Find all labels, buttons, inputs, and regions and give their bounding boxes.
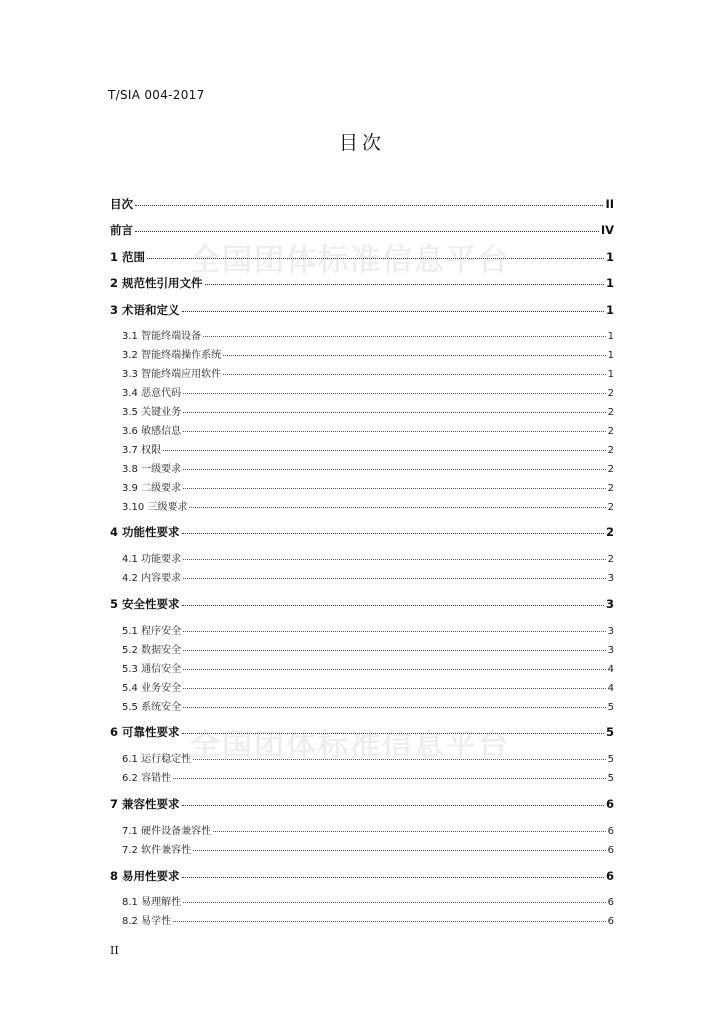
toc-leader-dots (182, 795, 604, 806)
toc-entry-page: 1 (607, 350, 614, 361)
toc-entry-label: 1 范围 (110, 250, 146, 264)
toc-leader-dots (189, 497, 605, 508)
toc-entry-label: 3.10 三级要求 (122, 502, 188, 513)
toc-entry-label: 7 兼容性要求 (110, 797, 180, 811)
toc-entry-page: 2 (607, 445, 614, 456)
toc-entry-label: 5.1 程序安全 (122, 626, 182, 637)
toc-entry-subsection[interactable] (122, 385, 614, 401)
toc-entry-subsection[interactable] (122, 699, 614, 715)
toc-entry-page: 5 (607, 754, 614, 765)
toc-entry-subsection[interactable] (122, 823, 614, 839)
toc-leader-dots (182, 523, 604, 534)
toc-entry-page: 3 (607, 645, 614, 656)
document-code: T/SIA 004-2017 (108, 88, 205, 102)
toc-entry-section[interactable] (110, 197, 614, 211)
toc-entry-label: 8.2 易学性 (122, 916, 172, 927)
toc-entry-section[interactable] (110, 597, 614, 611)
toc-entry-subsection[interactable] (122, 623, 614, 639)
toc-entry-page: 6 (607, 845, 614, 856)
toc-entry-page: 4 (607, 664, 614, 675)
toc-entry-page: 2 (607, 483, 614, 494)
toc-entry-subsection[interactable] (122, 551, 614, 567)
toc-entry-page: 2 (607, 426, 614, 437)
toc-entry-page: 2 (607, 554, 614, 565)
toc-entry-page: 5 (605, 725, 614, 739)
toc-entry-label: 4.2 内容要求 (122, 573, 182, 584)
toc-entry-subsection[interactable] (122, 423, 614, 439)
toc-leader-dots (183, 421, 606, 432)
toc-leader-dots (183, 402, 606, 413)
toc-entry-subsection[interactable] (122, 480, 614, 496)
toc-entry-page: 6 (605, 797, 614, 811)
toc-leader-dots (182, 723, 604, 734)
toc-entry-subsection[interactable] (122, 680, 614, 696)
toc-entry-label: 6.1 运行稳定性 (122, 754, 192, 765)
toc-entry-section[interactable] (110, 725, 614, 739)
toc-leader-dots (183, 549, 606, 560)
toc-entry-page: 4 (607, 683, 614, 694)
toc-leader-dots (173, 768, 606, 779)
toc-leader-dots (163, 440, 606, 451)
toc-entry-page: 3 (607, 626, 614, 637)
toc-entry-section[interactable] (110, 797, 614, 811)
toc-entry-section[interactable] (110, 250, 614, 264)
toc-entry-page: 1 (605, 250, 614, 264)
toc-entry-page: 2 (607, 388, 614, 399)
toc-leader-dots (183, 621, 606, 632)
toc-entry-section[interactable] (110, 276, 614, 290)
toc-entry-subsection[interactable] (122, 347, 614, 363)
toc-leader-dots (223, 345, 606, 356)
toc-entry-subsection[interactable] (122, 366, 614, 382)
toc-entry-subsection[interactable] (122, 913, 614, 929)
toc-entry-page: 3 (607, 573, 614, 584)
toc-entry-label: 3.3 智能终端应用软件 (122, 369, 222, 380)
toc-entry-label: 3.2 智能终端操作系统 (122, 350, 222, 361)
toc-entry-label: 目次 (110, 197, 133, 211)
toc-entry-section[interactable] (110, 869, 614, 883)
toc-entry-page: 1 (605, 303, 614, 317)
toc-entry-label: 3.5 关键业务 (122, 407, 182, 418)
toc-entry-label: 5.2 数据安全 (122, 645, 182, 656)
toc-entry-page: 5 (607, 702, 614, 713)
toc-entry-label: 8.1 易理解性 (122, 897, 182, 908)
toc-entry-page: 1 (607, 369, 614, 380)
toc-entry-label: 3.8 一级要求 (122, 464, 182, 475)
toc-leader-dots (193, 840, 606, 851)
watermark: 全国团体标准信息平台 (190, 728, 510, 763)
toc-entry-subsection[interactable] (122, 328, 614, 344)
toc-entry-subsection[interactable] (122, 894, 614, 910)
toc-entry-subsection[interactable] (122, 751, 614, 767)
toc-leader-dots (135, 195, 603, 206)
toc-entry-subsection[interactable] (122, 461, 614, 477)
toc-entry-label: 3.1 智能终端设备 (122, 331, 202, 342)
toc-entry-label: 3.4 恶意代码 (122, 388, 182, 399)
toc-entry-label: 3.6 敏感信息 (122, 426, 182, 437)
toc-leader-dots (135, 221, 599, 232)
toc-entry-page: 1 (605, 276, 614, 290)
toc-leader-dots (183, 459, 606, 470)
toc-leader-dots (183, 478, 606, 489)
toc-leader-dots (183, 678, 606, 689)
toc-entry-page: 1 (607, 331, 614, 342)
toc-entry-label: 5.5 系统安全 (122, 702, 182, 713)
toc-leader-dots (147, 248, 604, 259)
toc-entry-label: 前言 (110, 223, 133, 237)
toc-entry-label: 4.1 功能要求 (122, 554, 182, 565)
toc-entry-label: 6 可靠性要求 (110, 725, 180, 739)
toc-entry-section[interactable] (110, 223, 614, 237)
toc-entry-page: 6 (607, 916, 614, 927)
toc-entry-subsection[interactable] (122, 442, 614, 458)
toc-entry-label: 6.2 容错性 (122, 773, 172, 784)
toc-entry-label: 3 术语和定义 (110, 303, 180, 317)
toc-entry-subsection[interactable] (122, 642, 614, 658)
toc-entry-page: 6 (605, 869, 614, 883)
toc-entry-section[interactable] (110, 525, 614, 539)
toc-leader-dots (193, 749, 606, 760)
toc-entry-page: IV (600, 223, 614, 237)
toc-leader-dots (205, 274, 604, 285)
toc-entry-section[interactable] (110, 303, 614, 317)
toc-entry-page: 6 (607, 897, 614, 908)
toc-leader-dots (183, 659, 606, 670)
toc-entry-page: 5 (607, 773, 614, 784)
toc-entry-subsection[interactable] (122, 499, 614, 515)
toc-entry-label: 8 易用性要求 (110, 869, 180, 883)
toc-leader-dots (203, 326, 606, 337)
toc-leader-dots (223, 364, 606, 375)
toc-entry-page: II (605, 197, 614, 211)
toc-entry-label: 5 安全性要求 (110, 597, 180, 611)
toc-entry-label: 3.7 权限 (122, 445, 162, 456)
toc-entry-label: 7.2 软件兼容性 (122, 845, 192, 856)
toc-entry-page: 6 (607, 826, 614, 837)
toc-entry-subsection[interactable] (122, 661, 614, 677)
toc-leader-dots (182, 867, 604, 878)
toc-entry-label: 4 功能性要求 (110, 525, 180, 539)
toc-leader-dots (173, 911, 606, 922)
toc-leader-dots (183, 568, 606, 579)
toc-leader-dots (183, 383, 606, 394)
toc-entry-page: 2 (605, 525, 614, 539)
toc-entry-page: 2 (607, 464, 614, 475)
toc-entry-subsection[interactable] (122, 770, 614, 786)
toc-entry-label: 2 规范性引用文件 (110, 276, 203, 290)
toc-leader-dots (182, 595, 604, 606)
toc-entry-page: 2 (607, 407, 614, 418)
toc-entry-subsection[interactable] (122, 842, 614, 858)
toc-leader-dots (183, 640, 606, 651)
toc-entry-label: 5.4 业务安全 (122, 683, 182, 694)
toc-entry-page: 3 (605, 597, 614, 611)
toc-entry-label: 3.9 二级要求 (122, 483, 182, 494)
watermark: 全国团体标准信息平台 (190, 243, 510, 278)
toc-entry-page: 2 (607, 502, 614, 513)
toc-leader-dots (213, 821, 606, 832)
toc-leader-dots (183, 697, 606, 708)
toc-entry-subsection[interactable] (122, 404, 614, 420)
toc-leader-dots (183, 892, 606, 903)
page-title: 目次 (338, 132, 385, 154)
toc-leader-dots (182, 301, 604, 312)
toc-entry-subsection[interactable] (122, 570, 614, 586)
page-number: II (110, 944, 119, 957)
toc-entry-label: 7.1 硬件设备兼容性 (122, 826, 212, 837)
toc-entry-label: 5.3 通信安全 (122, 664, 182, 675)
